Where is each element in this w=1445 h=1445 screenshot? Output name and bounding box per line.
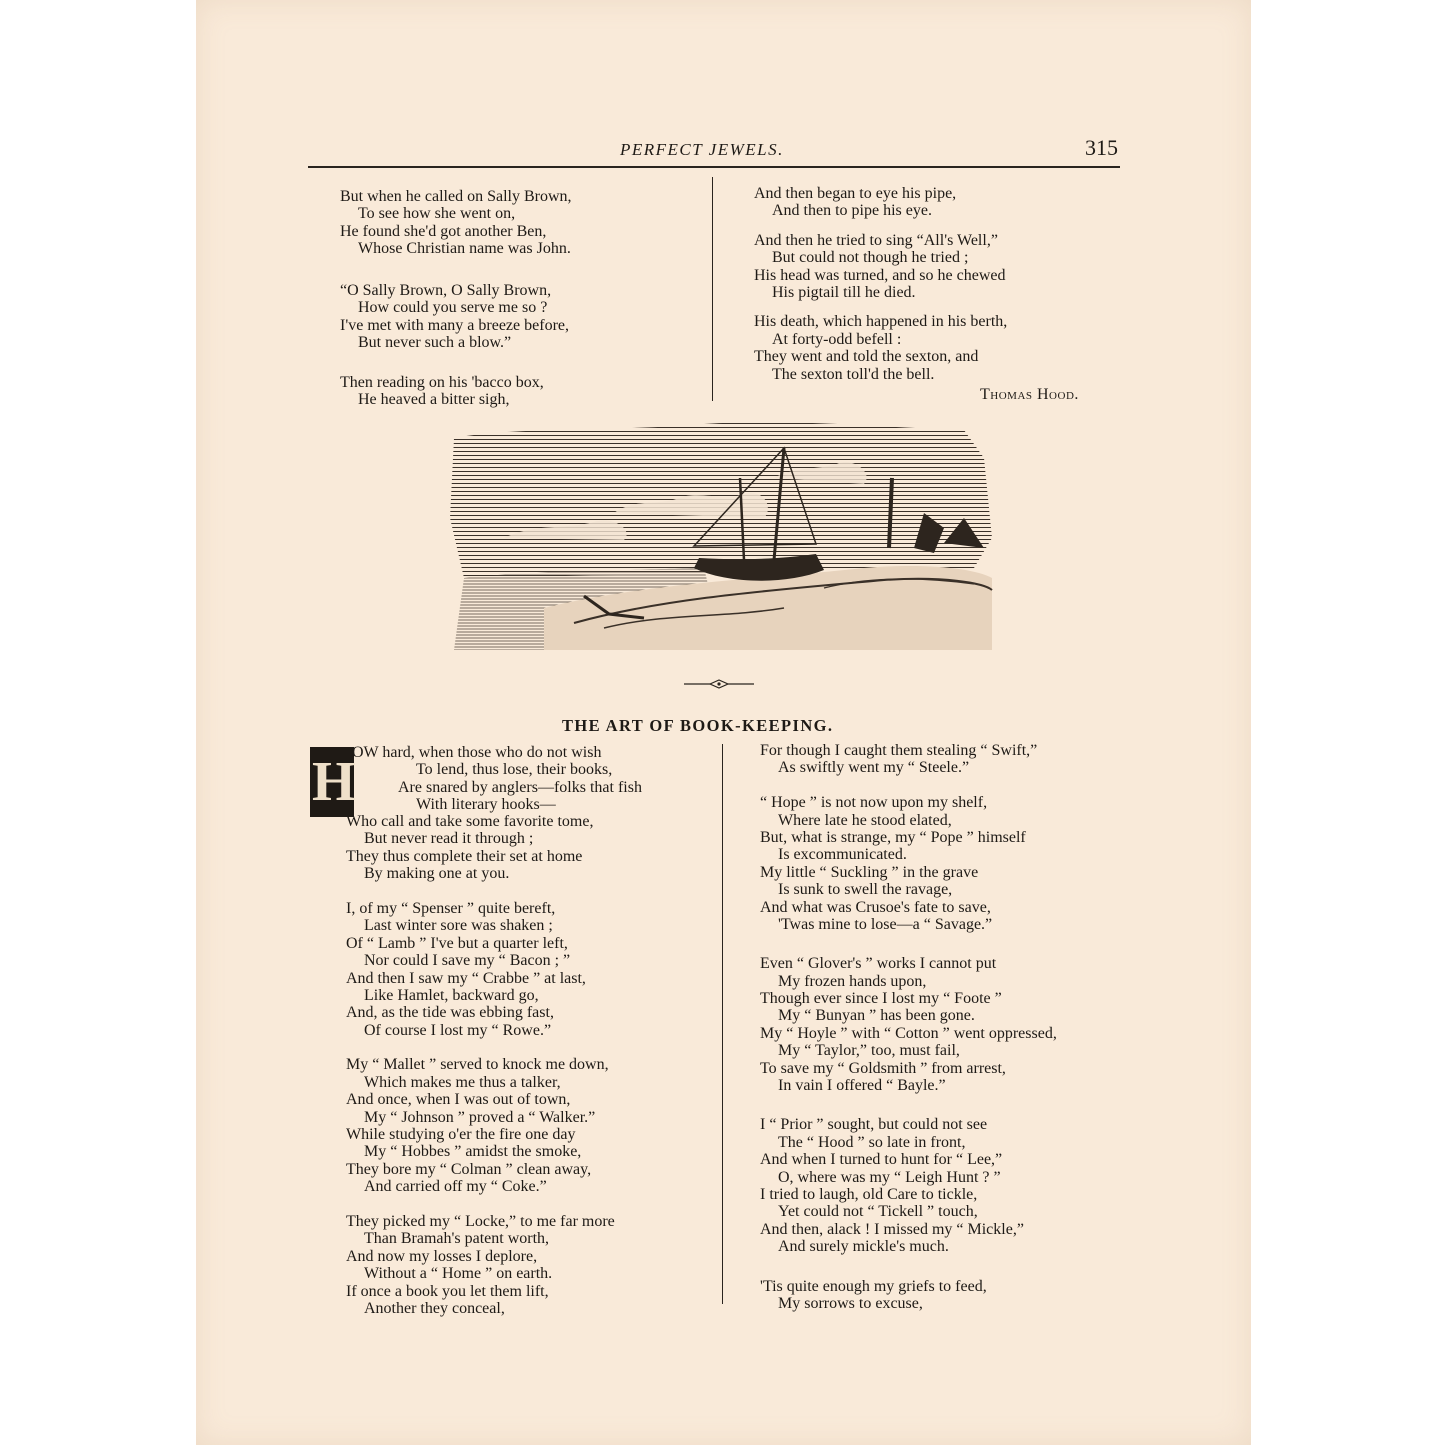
verse-line: But when he called on Sally Brown,	[340, 188, 572, 205]
column-rule	[712, 177, 713, 401]
poem-title: THE ART OF BOOK-KEEPING.	[562, 716, 834, 735]
verse-line: They went and told the sexton, and	[754, 348, 979, 366]
verse-line: And once, when I was out of town,	[346, 1091, 571, 1109]
verse-line: My “ Taylor,” too, must fail,	[778, 1042, 960, 1060]
verse-line: My sorrows to excuse,	[778, 1294, 923, 1312]
verse-line: But never such a blow.”	[358, 334, 512, 352]
verse-line: And carried off my “ Coke.”	[364, 1178, 547, 1196]
bookkeeping-left-head	[352, 744, 642, 814]
verse-line: Is sunk to swell the ravage,	[778, 881, 953, 899]
verse-line: And then to pipe his eye.	[772, 202, 932, 220]
verse-line: By making one at you.	[364, 865, 510, 883]
verse-line: To lend, thus lose, their books,	[416, 761, 613, 779]
verse-line: And now my losses I deplore,	[346, 1247, 538, 1265]
verse-line: I've met with many a breeze before,	[340, 316, 569, 334]
verse-line: 'Twas mine to lose—a “ Savage.”	[778, 915, 993, 933]
verse-line: “O Sally Brown, O Sally Brown,	[340, 281, 552, 299]
header-rule	[308, 166, 1120, 168]
poem-author: Thomas Hood.	[980, 386, 1079, 403]
verse-line: Even “ Glover's ” works I cannot put	[760, 955, 997, 973]
beach-boat-engraving	[444, 418, 994, 650]
verse-line: He found she'd got another Ben,	[340, 222, 547, 240]
verse-line: Is excommunicated.	[778, 846, 907, 864]
verse-line: How could you serve me so ?	[358, 299, 548, 317]
verse-line: And then began to eye his pipe,	[754, 185, 957, 202]
verse-line: I “ Prior ” sought, but could not see	[760, 1116, 988, 1134]
verse-line: To see how she went on,	[358, 205, 516, 223]
verse-line: Where late he stood elated,	[778, 811, 952, 829]
verse-line: My “ Bunyan ” has been gone.	[778, 1007, 975, 1025]
verse-line: My “ Hoyle ” with “ Cotton ” went oppressed,	[760, 1024, 1057, 1042]
bookkeeping-right-column	[760, 742, 1057, 1312]
verse-line: Who call and take some favorite tome,	[346, 813, 594, 830]
verse-line: And then I saw my “ Crabbe ” at last,	[346, 969, 586, 987]
verse-line: Are snared by anglers—folks that fish	[398, 778, 642, 796]
verse-line: As swiftly went my “ Steele.”	[778, 759, 970, 777]
drop-cap-letter: H	[312, 751, 356, 813]
verse-line: Of course I lost my “ Rowe.”	[364, 1021, 552, 1039]
verse-line: 'Tis quite enough my griefs to feed,	[760, 1277, 987, 1295]
verse-line: And what was Crusoe's fate to save,	[760, 898, 991, 916]
verse-line: His pigtail till he died.	[772, 283, 916, 301]
running-head: PERFECT JEWELS.	[620, 140, 784, 159]
verse-line: Though ever since I lost my “ Foote ”	[760, 990, 1002, 1008]
verse-line: Another they conceal,	[364, 1299, 505, 1317]
verse-line: He heaved a bitter sigh,	[358, 390, 510, 408]
verse-line: Then reading on his 'bacco box,	[340, 373, 544, 391]
page-number: 315	[1085, 135, 1118, 160]
bookkeeping-left-column	[346, 813, 615, 1317]
verse-line: They picked my “ Locke,” to me far more	[346, 1212, 615, 1230]
verse-line: And when I turned to hunt for “ Lee,”	[760, 1151, 1003, 1169]
verse-line: Than Bramah's patent worth,	[364, 1230, 550, 1248]
sally-brown-left-column	[340, 188, 572, 408]
verse-line: His head was turned, and so he chewed	[754, 266, 1006, 284]
verse-line: The sexton toll'd the bell.	[772, 365, 935, 383]
verse-line: Yet could not “ Tickell ” touch,	[778, 1203, 978, 1221]
verse-line: And, as the tide was ebbing fast,	[346, 1004, 554, 1022]
drop-cap	[310, 747, 354, 817]
verse-line: And then, alack ! I missed my “ Mickle,”	[760, 1220, 1024, 1238]
verse-line: They bore my “ Colman ” clean away,	[346, 1160, 592, 1178]
verse-line: My little “ Suckling ” in the grave	[760, 863, 979, 881]
verse-line: While studying o'er the fire one day	[346, 1126, 576, 1144]
column-rule	[722, 744, 723, 1304]
verse-line: For though I caught them stealing “ Swift,”	[760, 742, 1038, 759]
verse-line: OW hard, when those who do not wish	[352, 744, 602, 761]
verse-line: Whose Christian name was John.	[358, 240, 571, 258]
verse-line: To save my “ Goldsmith ” from arrest,	[760, 1059, 1006, 1077]
verse-line: Without a “ Home ” on earth.	[364, 1265, 553, 1283]
verse-line: Like Hamlet, backward go,	[364, 986, 539, 1004]
verse-line: And surely mickle's much.	[778, 1238, 949, 1256]
verse-line: And then he tried to sing “All's Well,”	[754, 231, 998, 249]
verse-line: If once a book you let them lift,	[346, 1282, 549, 1300]
verse-line: My “ Hobbes ” amidst the smoke,	[364, 1143, 582, 1161]
verse-line: But, what is strange, my “ Pope ” himself	[760, 828, 1026, 846]
verse-line: “ Hope ” is not now upon my shelf,	[760, 794, 988, 812]
verse-line: Which makes me thus a talker,	[364, 1073, 561, 1091]
verse-line: I tried to laugh, old Care to tickle,	[760, 1185, 978, 1203]
ornament-divider-icon	[684, 676, 754, 692]
verse-line: My “ Mallet ” served to knock me down,	[346, 1056, 609, 1074]
verse-line: O, where was my “ Leigh Hunt ? ”	[778, 1168, 1001, 1186]
verse-line: His death, which happened in his berth,	[754, 313, 1008, 331]
verse-line: Of “ Lamb ” I've but a quarter left,	[346, 934, 568, 952]
verse-line: My frozen hands upon,	[778, 972, 927, 990]
verse-line: But never read it through ;	[364, 830, 534, 848]
verse-line: Last winter sore was shaken ;	[364, 917, 553, 935]
verse-line: They thus complete their set at home	[346, 847, 583, 865]
verse-line: But could not though he tried ;	[772, 249, 969, 267]
verse-line: With literary hooks—	[416, 796, 556, 814]
verse-line: At forty-odd befell :	[772, 330, 902, 348]
sally-brown-right-column	[754, 185, 1007, 383]
verse-line: My “ Johnson ” proved a “ Walker.”	[364, 1108, 596, 1126]
verse-line: In vain I offered “ Bayle.”	[778, 1077, 946, 1095]
verse-line: I, of my “ Spenser ” quite bereft,	[346, 899, 556, 917]
verse-line: Nor could I save my “ Bacon ; ”	[364, 952, 571, 970]
verse-line: The “ Hood ” so late in front,	[778, 1133, 966, 1151]
